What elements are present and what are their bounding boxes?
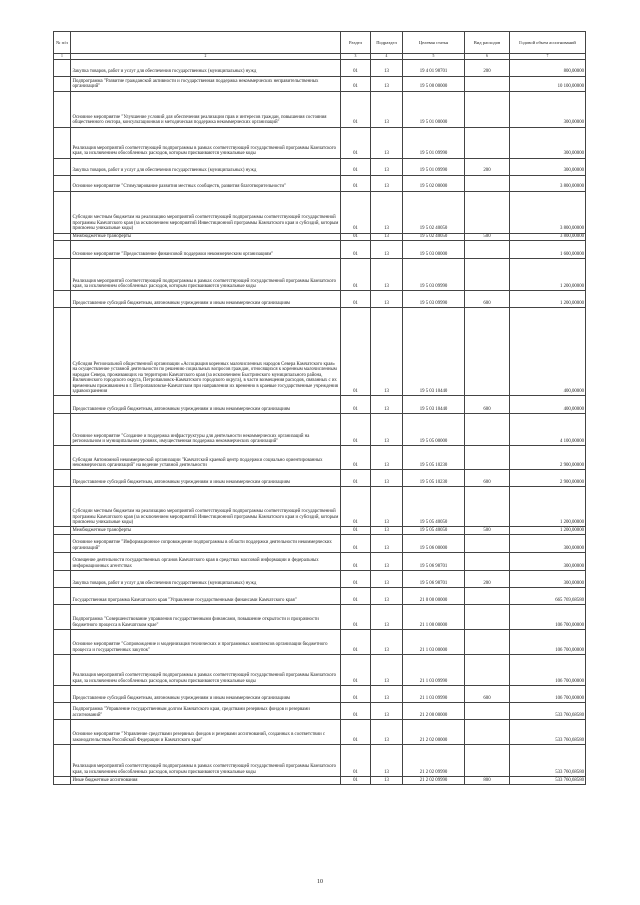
cell-subsection: 13	[371, 175, 403, 191]
cell-subsection: 13	[371, 233, 403, 241]
cell-subsection: 13	[371, 487, 403, 527]
cell-target: 19 5 06 98701	[403, 552, 465, 570]
cell-exp-type	[465, 241, 510, 259]
table-row	[54, 534, 586, 552]
cell-section: 01	[341, 587, 371, 604]
cell-exp-type	[465, 308, 510, 396]
table-row	[54, 604, 586, 629]
cell-num	[54, 59, 71, 76]
cell-amount: 3 800,00000	[510, 175, 586, 191]
header-num: № п/п	[54, 32, 71, 54]
cell-subsection: 13	[371, 570, 403, 587]
cell-amount: 106 700,00000	[510, 685, 586, 702]
cell-exp-type: 200	[465, 158, 510, 175]
cell-section: 01	[341, 552, 371, 570]
cell-subsection: 13	[371, 587, 403, 604]
cell-subsection: 13	[371, 654, 403, 685]
cell-section: 01	[341, 685, 371, 702]
table-row	[54, 91, 586, 127]
cell-target: 19 5 03 09990	[403, 291, 465, 308]
table-row	[54, 233, 586, 241]
page-number: 10	[317, 879, 323, 885]
cell-section: 01	[341, 91, 371, 127]
cell-num	[54, 91, 71, 127]
cell-amount: 1 600,00000	[510, 241, 586, 259]
cell-num	[54, 470, 71, 487]
cell-amount: 106 700,00000	[510, 604, 586, 629]
table-row	[54, 685, 586, 702]
cell-amount: 300,00000	[510, 534, 586, 552]
col-index: 2	[71, 54, 341, 59]
cell-num	[54, 719, 71, 744]
cell-exp-type: 600	[465, 685, 510, 702]
cell-name: Субсидии местным бюджетам на реализацию мероприятий соответствующей подпрограммы соответствующей государственной программы Камчатского края (за исключением мероприятий Инвестиционной программы Камчатского края и субсидий, которым присвоены уникальные коды)	[71, 191, 341, 233]
cell-exp-type: 600	[465, 291, 510, 308]
cell-name: Основное мероприятие "Улучшение условий для обеспечения реализации прав и интересов граждан, повышения состояния общественного сектора, консультационная и методическая поддержка некоммерческих организаций"	[71, 91, 341, 127]
cell-amount: 4 100,00000	[510, 414, 586, 446]
table-row	[54, 446, 586, 470]
cell-target: 19 5 00 00000	[403, 76, 465, 91]
cell-exp-type	[465, 127, 510, 158]
cell-num	[54, 127, 71, 158]
cell-section: 01	[341, 241, 371, 259]
cell-amount: 1 200,00000	[510, 487, 586, 527]
cell-subsection: 13	[371, 685, 403, 702]
table-row	[54, 587, 586, 604]
table-row	[54, 702, 586, 719]
cell-num	[54, 487, 71, 527]
cell-target: 19 5 05 00000	[403, 414, 465, 446]
cell-num	[54, 259, 71, 291]
cell-num	[54, 191, 71, 233]
cell-exp-type	[465, 446, 510, 470]
table-row	[54, 191, 586, 233]
cell-target: 19 5 02 00000	[403, 175, 465, 191]
cell-exp-type	[465, 191, 510, 233]
budget-table	[53, 31, 586, 785]
cell-exp-type	[465, 534, 510, 552]
cell-subsection: 13	[371, 91, 403, 127]
cell-exp-type	[465, 719, 510, 744]
cell-name: Реализация мероприятий соответствующей подпрограммы в рамках соответствующей государственной программы Камчатского края, за исключением обособленных расходов, которым присваиваются уникальные коды	[71, 744, 341, 776]
cell-name: Государственная программа Камчатского края "Управление государственными финансами Камчатского края"	[71, 587, 341, 604]
cell-subsection: 13	[371, 308, 403, 396]
cell-exp-type	[465, 744, 510, 776]
cell-section: 01	[341, 446, 371, 470]
table-body	[54, 59, 586, 784]
cell-num	[54, 233, 71, 241]
cell-num	[54, 629, 71, 654]
cell-section: 01	[341, 654, 371, 685]
cell-section: 01	[341, 702, 371, 719]
cell-section: 01	[341, 76, 371, 91]
cell-section: 01	[341, 744, 371, 776]
col-index: 6	[465, 54, 510, 59]
cell-name: Субсидия Региональной общественной организации «Ассоциация коренных малочисленных народов Севера Камчатского края» на осуществление уставной деятельности по решению социальных вопросов граждан, относящихся к коренным малочисленным народам Севера, проживающих на территории Камчатского края (за исключением Быстринского муниципального района, Вилючинского городского округа, Петропавловск-Камчатского городского округа), в части возмещения расходов, связанных с их временным проживанием в г. Петропавловске-Камчатском при направлении их временно в краевые государственные учреждения здравоохранения	[71, 308, 341, 396]
table-row	[54, 396, 586, 414]
cell-name: Основное мероприятие "Информационное сопровождение подпрограммы в области поддержки деятельности некоммерческих организаций"	[71, 534, 341, 552]
cell-num	[54, 570, 71, 587]
cell-exp-type	[465, 487, 510, 527]
cell-name: Освещение деятельности государственных органов Камчатского края в средствах массовой информации и федеральных информационных агентствах	[71, 552, 341, 570]
cell-target: 19 5 01 00000	[403, 91, 465, 127]
cell-amount: 1 200,00000	[510, 291, 586, 308]
cell-section: 01	[341, 175, 371, 191]
table-row	[54, 291, 586, 308]
cell-target: 19 5 05 10230	[403, 470, 465, 487]
cell-subsection: 13	[371, 414, 403, 446]
table-row	[54, 76, 586, 91]
cell-num	[54, 308, 71, 396]
cell-name: Закупка товаров, работ и услуг для обеспечения государственных (муниципальных) нужд	[71, 59, 341, 76]
cell-section: 01	[341, 776, 371, 784]
cell-section: 01	[341, 158, 371, 175]
cell-amount: 300,00000	[510, 552, 586, 570]
cell-amount: 300,00000	[510, 91, 586, 127]
cell-subsection: 13	[371, 396, 403, 414]
cell-subsection: 13	[371, 552, 403, 570]
cell-exp-type: 200	[465, 570, 510, 587]
cell-exp-type: 600	[465, 396, 510, 414]
cell-amount: 10 100,00000	[510, 76, 586, 91]
cell-target: 19 5 05 40050	[403, 487, 465, 527]
table-row	[54, 744, 586, 776]
cell-subsection: 13	[371, 470, 403, 487]
cell-section: 01	[341, 570, 371, 587]
cell-num	[54, 776, 71, 784]
cell-num	[54, 552, 71, 570]
cell-name: Предоставление субсидий бюджетным, автономным учреждениям и иным некоммерческим организациям	[71, 291, 341, 308]
cell-exp-type: 500	[465, 527, 510, 535]
cell-target: 19 5 05 10230	[403, 446, 465, 470]
cell-num	[54, 175, 71, 191]
cell-section: 01	[341, 291, 371, 308]
cell-name: Иные бюджетные ассигнования	[71, 776, 341, 784]
cell-amount: 106 700,00000	[510, 654, 586, 685]
cell-name: Основное мероприятие "Сопровождение и модернизация технических и программных комплексов организации бюджетного процесса и государственных закупок"	[71, 629, 341, 654]
table-row	[54, 527, 586, 535]
table-row	[54, 470, 586, 487]
cell-name: Подпрограмма "Управление государственным долгом Камчатского края, средствами резервных фондов и резервами ассигнований"	[71, 702, 341, 719]
cell-exp-type	[465, 76, 510, 91]
cell-subsection: 13	[371, 534, 403, 552]
cell-amount: 2 900,00000	[510, 470, 586, 487]
cell-subsection: 13	[371, 776, 403, 784]
cell-section: 01	[341, 259, 371, 291]
cell-exp-type: 500	[465, 233, 510, 241]
col-index: 1	[54, 54, 71, 59]
cell-subsection: 13	[371, 744, 403, 776]
col-index: 7	[510, 54, 586, 59]
cell-name: Межбюджетные трансферты	[71, 527, 341, 535]
cell-amount: 533 760,68580	[510, 702, 586, 719]
table-row	[54, 654, 586, 685]
cell-subsection: 13	[371, 629, 403, 654]
cell-subsection: 13	[371, 446, 403, 470]
cell-num	[54, 446, 71, 470]
cell-name: Субсидия Автономной некоммерческой организации "Камчатский краевой центр поддержки социально ориентированных некоммерческих организаций" на ведение уставной деятельности	[71, 446, 341, 470]
cell-target: 19 5 03 10440	[403, 308, 465, 396]
cell-target: 21 1 03 09990	[403, 654, 465, 685]
cell-target: 21 1 03 00000	[403, 629, 465, 654]
cell-num	[54, 685, 71, 702]
cell-num	[54, 744, 71, 776]
cell-num	[54, 654, 71, 685]
col-index: 4	[371, 54, 403, 59]
cell-name: Основное мероприятие "Стимулирование развития местных сообществ, развития благотворительности"	[71, 175, 341, 191]
cell-amount: 300,00000	[510, 570, 586, 587]
table-row	[54, 776, 586, 784]
cell-name: Основное мероприятие "Управление средствами резервных фондов и резервами ассигнований, созданных в соответствии с законодательством Российской Федерации и Камчатского края"	[71, 719, 341, 744]
cell-amount: 533 760,68580	[510, 776, 586, 784]
cell-amount: 300,00000	[510, 127, 586, 158]
cell-exp-type	[465, 552, 510, 570]
cell-section: 01	[341, 396, 371, 414]
cell-subsection: 13	[371, 702, 403, 719]
cell-exp-type	[465, 702, 510, 719]
cell-section: 01	[341, 487, 371, 527]
table-row	[54, 241, 586, 259]
cell-section: 01	[341, 308, 371, 396]
cell-target: 19 5 03 10440	[403, 396, 465, 414]
cell-exp-type	[465, 587, 510, 604]
cell-section: 01	[341, 534, 371, 552]
cell-target: 21 1 00 00000	[403, 604, 465, 629]
header-exp-type: Вид расходов	[465, 32, 510, 54]
cell-section: 01	[341, 604, 371, 629]
cell-subsection: 13	[371, 259, 403, 291]
cell-amount: 106 700,00000	[510, 629, 586, 654]
cell-section: 01	[341, 59, 371, 76]
col-index: 3	[341, 54, 371, 59]
cell-amount: 800,00000	[510, 59, 586, 76]
cell-target: 19 5 01 09990	[403, 127, 465, 158]
cell-amount: 1 200,00000	[510, 259, 586, 291]
cell-num	[54, 241, 71, 259]
cell-num	[54, 534, 71, 552]
header-amount: Годовой объем ассигнований	[510, 32, 586, 54]
table-row	[54, 414, 586, 446]
cell-num	[54, 158, 71, 175]
cell-name: Закупка товаров, работ и услуг для обеспечения государственных (муниципальных) нужд	[71, 570, 341, 587]
cell-subsection: 13	[371, 59, 403, 76]
cell-subsection: 13	[371, 241, 403, 259]
cell-num	[54, 527, 71, 535]
table-header-row	[54, 32, 586, 54]
cell-target: 19 5 06 00000	[403, 534, 465, 552]
header-target: Целевая статья	[403, 32, 465, 54]
cell-name: Субсидии местным бюджетам на реализацию мероприятий соответствующей подпрограммы соответствующей государственной программы Камчатского края (за исключением мероприятий Инвестиционной программы Камчатского края и субсидий, которым присвоены уникальные коды)	[71, 487, 341, 527]
cell-amount: 3 800,00000	[510, 191, 586, 233]
cell-subsection: 13	[371, 719, 403, 744]
cell-name: Предоставление субсидий бюджетным, автономным учреждениям и иным некоммерческим организациям	[71, 470, 341, 487]
cell-num	[54, 414, 71, 446]
cell-name: Реализация мероприятий соответствующей подпрограммы в рамках соответствующей государственной программы Камчатского края, за исключением обособленных расходов, которым присваиваются уникальные коды	[71, 259, 341, 291]
cell-exp-type	[465, 259, 510, 291]
cell-amount: 3 800,00000	[510, 233, 586, 241]
cell-target: 19 5 02 40050	[403, 191, 465, 233]
cell-target: 21 2 02 09990	[403, 744, 465, 776]
cell-subsection: 13	[371, 291, 403, 308]
header-name	[71, 32, 341, 54]
table-row	[54, 308, 586, 396]
cell-amount: 2 900,00000	[510, 446, 586, 470]
budget-table-sheet	[53, 31, 585, 785]
table-row	[54, 259, 586, 291]
cell-amount: 400,00000	[510, 308, 586, 396]
cell-exp-type	[465, 414, 510, 446]
cell-amount: 300,00000	[510, 158, 586, 175]
header-section: Раздел	[341, 32, 371, 54]
cell-name: Реализация мероприятий соответствующей подпрограммы в рамках соответствующей государственной программы Камчатского края, за исключением обособленных расходов, которым присваиваются уникальные коды	[71, 654, 341, 685]
cell-amount: 400,00000	[510, 396, 586, 414]
cell-section: 01	[341, 470, 371, 487]
cell-subsection: 13	[371, 191, 403, 233]
table-row	[54, 127, 586, 158]
cell-target: 19 5 03 09990	[403, 259, 465, 291]
cell-target: 21 0 00 00000	[403, 587, 465, 604]
cell-subsection: 13	[371, 158, 403, 175]
cell-target: 19 4 01 98701	[403, 59, 465, 76]
cell-target: 21 1 03 09990	[403, 685, 465, 702]
col-index: 5	[403, 54, 465, 59]
cell-section: 01	[341, 629, 371, 654]
cell-exp-type: 200	[465, 59, 510, 76]
cell-amount: 533 760,68580	[510, 744, 586, 776]
table-row	[54, 175, 586, 191]
cell-target: 19 5 03 00000	[403, 241, 465, 259]
cell-num	[54, 702, 71, 719]
cell-section: 01	[341, 527, 371, 535]
cell-amount: 665 769,68580	[510, 587, 586, 604]
cell-exp-type: 600	[465, 470, 510, 487]
cell-name: Предоставление субсидий бюджетным, автономным учреждениям и иным некоммерческим организациям	[71, 685, 341, 702]
table-row	[54, 570, 586, 587]
cell-name: Основное мероприятие "Предоставление финансовой поддержки некоммерческим организациям"	[71, 241, 341, 259]
cell-subsection: 13	[371, 527, 403, 535]
cell-name: Основное мероприятие "Создание и поддержка инфраструктуры для деятельности некоммерческих организаций на региональном и муниципальном уровнях, имущественная поддержка некоммерческих организаций"	[71, 414, 341, 446]
cell-num	[54, 291, 71, 308]
cell-subsection: 13	[371, 76, 403, 91]
cell-subsection: 13	[371, 127, 403, 158]
table-row	[54, 59, 586, 76]
cell-name: Межбюджетные трансферты	[71, 233, 341, 241]
cell-section: 01	[341, 191, 371, 233]
cell-name: Подпрограмма "Совершенствование управления государственными финансами, повышение открытости и прозрачности бюджетного процесса в Камчатском крае"	[71, 604, 341, 629]
table-row	[54, 629, 586, 654]
cell-section: 01	[341, 414, 371, 446]
table-row	[54, 158, 586, 175]
cell-target: 21 2 00 00000	[403, 702, 465, 719]
table-row	[54, 552, 586, 570]
cell-num	[54, 396, 71, 414]
cell-num	[54, 587, 71, 604]
cell-exp-type	[465, 91, 510, 127]
cell-exp-type	[465, 175, 510, 191]
cell-amount: 1 200,00000	[510, 527, 586, 535]
cell-name: Реализация мероприятий соответствующей подпрограммы в рамках соответствующей государственной программы Камчатского края, за исключением обособленных расходов, которым присваиваются уникальные коды	[71, 127, 341, 158]
header-subsection: Подраздел	[371, 32, 403, 54]
table-row	[54, 719, 586, 744]
cell-target: 21 2 02 09990	[403, 776, 465, 784]
cell-name: Предоставление субсидий бюджетным, автономным учреждениям и иным некоммерческим организациям	[71, 396, 341, 414]
table-row	[54, 487, 586, 527]
cell-section: 01	[341, 719, 371, 744]
cell-section: 01	[341, 233, 371, 241]
cell-exp-type	[465, 629, 510, 654]
cell-target: 19 5 06 98701	[403, 570, 465, 587]
cell-name: Закупка товаров, работ и услуг для обеспечения государственных (муниципальных) нужд	[71, 158, 341, 175]
cell-target: 19 5 01 09990	[403, 158, 465, 175]
cell-target: 19 5 05 40050	[403, 527, 465, 535]
cell-target: 21 2 02 00000	[403, 719, 465, 744]
cell-exp-type	[465, 604, 510, 629]
cell-exp-type	[465, 654, 510, 685]
cell-target: 19 5 02 40050	[403, 233, 465, 241]
cell-exp-type: 800	[465, 776, 510, 784]
cell-name: Подпрограмма "Развитие гражданской активности и государственная поддержка некоммерческих неправительственных организаций"	[71, 76, 341, 91]
cell-section: 01	[341, 127, 371, 158]
cell-subsection: 13	[371, 604, 403, 629]
cell-num	[54, 604, 71, 629]
cell-amount: 533 760,68580	[510, 719, 586, 744]
cell-num	[54, 76, 71, 91]
